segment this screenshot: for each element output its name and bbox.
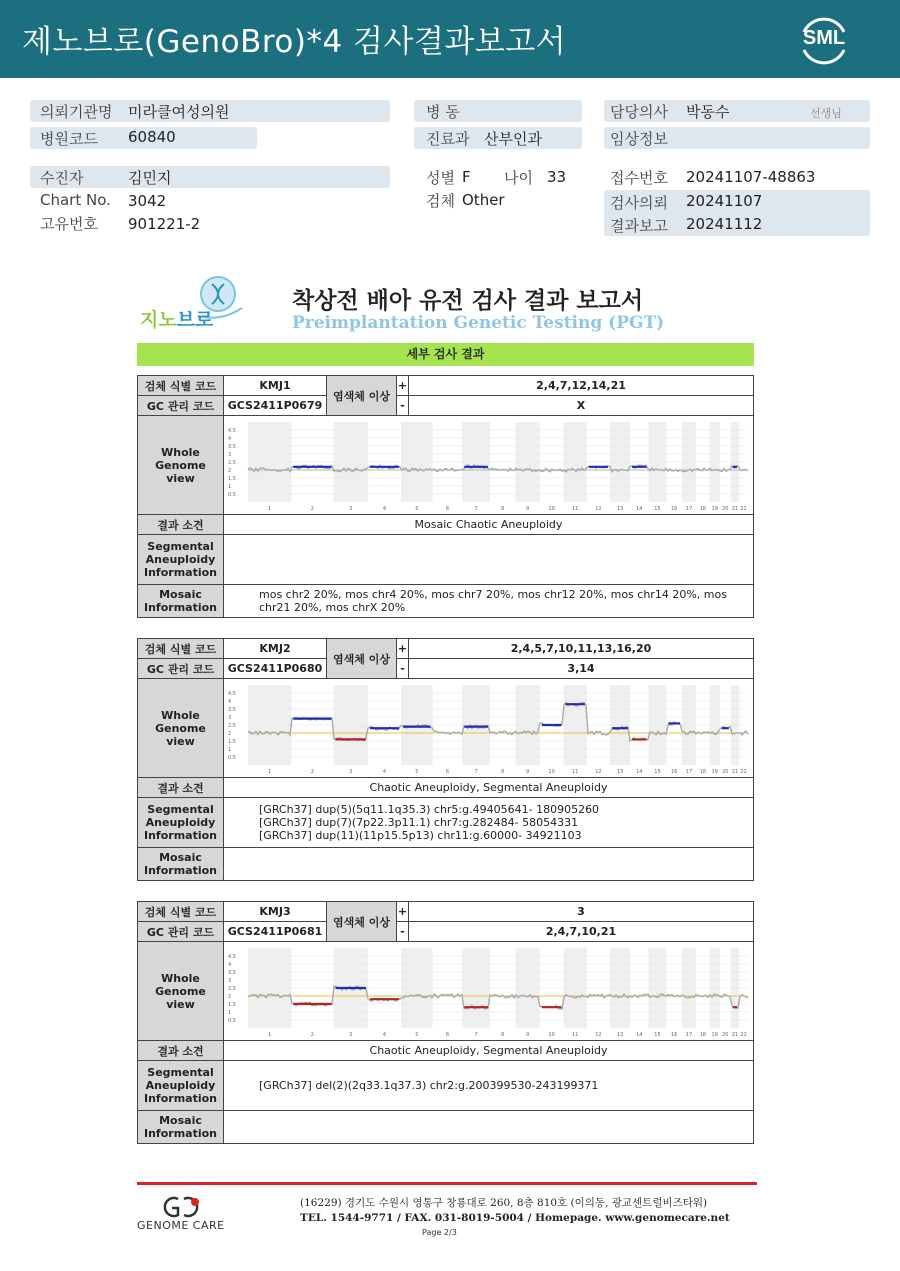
- gc-code-label: GC 관리 코드: [138, 396, 224, 416]
- x-tick-label: 14: [636, 505, 643, 512]
- whole-genome-label: Whole Genome view: [138, 942, 224, 1041]
- x-tick-label: 3: [349, 1031, 353, 1038]
- x-tick-label: 4: [382, 505, 387, 512]
- x-tick-label: 13: [616, 768, 624, 775]
- segmental-value: [224, 535, 754, 585]
- request-value: 20241107: [686, 192, 763, 210]
- loss-sign: -: [397, 396, 409, 416]
- x-tick-label: 2: [310, 1031, 314, 1038]
- chart-label: Chart No.: [40, 191, 111, 209]
- report-title: 착상전 배아 유전 검사 결과 보고서: [292, 288, 644, 314]
- sex-value: F: [462, 168, 471, 186]
- x-tick-label: 6: [445, 768, 450, 775]
- x-tick-label: 8: [501, 1031, 505, 1038]
- genobro-brand: 지노브로: [140, 309, 214, 331]
- segmental-value: [224, 1061, 754, 1111]
- y-tick-label: 4: [228, 698, 232, 705]
- y-tick-label: 1.5: [228, 738, 236, 745]
- patient-value: 김민지: [128, 169, 172, 187]
- sml-logo: SML: [796, 12, 852, 68]
- y-tick-label: 2.5: [228, 722, 236, 729]
- sample-code-value: KMJ3: [224, 902, 327, 922]
- mosaic-value: mos chr2 20%, mos chr4 20%, mos chr7 20%, mos chr12 20%, mos chr14 20%, mos chr21 20%, mos chrX 20%: [224, 585, 754, 618]
- y-tick-label: 4.5: [228, 953, 236, 960]
- x-tick-label: 8: [501, 768, 505, 775]
- x-tick-label: 15: [654, 505, 661, 512]
- segmental-label: Segmental Aneuploidy Information: [138, 535, 224, 585]
- id-label: 고유번호: [40, 215, 98, 233]
- report-subtitle: Preimplantation Genetic Testing (PGT): [292, 313, 665, 333]
- x-tick-label: 20: [722, 1031, 729, 1038]
- dept-value: 산부인과: [484, 130, 542, 148]
- y-tick-label: 0.5: [228, 1017, 236, 1024]
- footer-address: (16229) 경기도 수원시 영통구 창룡대로 260, 8층 810호 (이의동, 광교센트럴비즈타워) TEL. 1544-9771 / FAX. 031-8019-5004 / Homepage. www.genomecare.net: [300, 1197, 730, 1224]
- x-tick-label: 2: [310, 505, 314, 512]
- y-tick-label: 4.5: [228, 690, 236, 697]
- y-tick-label: 1: [228, 483, 232, 490]
- mosaic-value: [224, 848, 754, 881]
- gc-code-label: GC 관리 코드: [138, 922, 224, 942]
- institution-label: 의뢰기관명: [40, 103, 113, 121]
- gain-sign: +: [397, 902, 409, 922]
- age-value: 33: [547, 168, 567, 186]
- sex-label: 성별: [426, 169, 455, 187]
- x-tick-label: 11: [571, 505, 579, 512]
- loss-sign: -: [397, 659, 409, 679]
- gain-sign: +: [397, 376, 409, 396]
- ward-label: 병 동: [426, 103, 460, 121]
- x-tick-label: 21: [731, 505, 739, 512]
- sample-block-2: [137, 638, 754, 881]
- x-tick-label: 7: [474, 505, 478, 512]
- x-tick-label: 9: [525, 1031, 530, 1038]
- y-tick-label: 2: [228, 467, 232, 474]
- page-title: 제노브로(GenoBro)*4 검사결과보고서: [22, 24, 567, 60]
- y-tick-label: 3: [228, 977, 232, 984]
- y-tick-label: 1.5: [228, 475, 236, 482]
- y-tick-label: 4: [228, 961, 232, 968]
- x-tick-label: 16: [670, 768, 678, 775]
- x-tick-label: 5: [415, 505, 419, 512]
- x-tick-label: 18: [699, 505, 707, 512]
- mosaic-value: [224, 1111, 754, 1144]
- section-header: 세부 검사 결과: [137, 343, 754, 366]
- x-tick-label: 15: [654, 768, 661, 775]
- sample-code-label: 검체 식별 코드: [138, 902, 224, 922]
- mosaic-label: Mosaic Information: [138, 848, 224, 881]
- x-tick-label: 14: [636, 1031, 643, 1038]
- x-tick-label: 6: [445, 1031, 450, 1038]
- id-value: 901221-2: [128, 215, 201, 233]
- signal-trace: [248, 702, 748, 741]
- sample-code-value: KMJ2: [224, 639, 327, 659]
- request-label: 검사의뢰: [610, 194, 668, 212]
- x-tick-label: 22: [740, 505, 747, 512]
- report-label: 결과보고: [610, 217, 668, 235]
- x-tick-label: 13: [616, 505, 624, 512]
- header-bar: [0, 0, 900, 78]
- receipt-label: 접수번호: [610, 169, 668, 187]
- hospital-code-label: 병원코드: [40, 130, 98, 148]
- sample-code-label: 검체 식별 코드: [138, 376, 224, 396]
- x-tick-label: 6: [445, 505, 450, 512]
- x-tick-label: 11: [571, 1031, 579, 1038]
- x-tick-label: 9: [525, 505, 530, 512]
- chrom-abn-label: 염색체 이상: [327, 376, 397, 416]
- x-tick-label: 16: [670, 505, 678, 512]
- y-tick-label: 2.5: [228, 459, 236, 466]
- x-tick-label: 19: [711, 505, 718, 512]
- dept-label: 진료과: [426, 130, 470, 148]
- x-tick-label: 21: [731, 768, 739, 775]
- y-tick-label: 1: [228, 746, 232, 753]
- x-tick-label: 10: [548, 1031, 555, 1038]
- x-tick-label: 18: [699, 768, 707, 775]
- page-number: Page 2/3: [422, 1228, 457, 1237]
- y-tick-label: 4.5: [228, 427, 236, 434]
- receipt-value: 20241107-48863: [686, 168, 816, 186]
- x-tick-label: 12: [595, 505, 602, 512]
- gc-code-value: GCS2411P0680: [224, 659, 327, 679]
- x-tick-label: 12: [595, 1031, 602, 1038]
- sample-block-1: [137, 375, 754, 618]
- sample-block-3: [137, 901, 754, 1144]
- x-tick-label: 22: [740, 1031, 747, 1038]
- x-tick-label: 4: [382, 1031, 387, 1038]
- segmental-value: [224, 798, 754, 848]
- segmental-line: [GRCh37] dup(11)(11p15.5p13) chr11:g.60000- 34921103: [259, 829, 582, 842]
- segmental-line: [GRCh37] dup(5)(5q11.1q35.3) chr5:g.49405641- 180905260: [259, 803, 600, 816]
- loss-value: 2,4,7,10,21: [409, 922, 754, 942]
- institution-value: 미라클여성의원: [128, 103, 230, 121]
- loss-sign: -: [397, 922, 409, 942]
- loss-value: X: [409, 396, 754, 416]
- segmental-label: Segmental Aneuploidy Information: [138, 1061, 224, 1111]
- doctor-suffix: 선생님: [810, 107, 842, 120]
- x-tick-label: 17: [685, 505, 693, 512]
- x-tick-label: 11: [571, 768, 579, 775]
- segmental-line: [GRCh37] del(2)(2q33.1q37.3) chr2:g.200399530-243199371: [259, 1079, 599, 1092]
- whole-genome-label: Whole Genome view: [138, 416, 224, 515]
- x-tick-label: 8: [501, 505, 505, 512]
- genome-care-name: GENOME CARE: [137, 1219, 225, 1232]
- x-tick-label: 7: [474, 1031, 478, 1038]
- y-tick-label: 3: [228, 451, 232, 458]
- clinical-label: 임상정보: [610, 130, 668, 148]
- patient-row-bg: [30, 166, 390, 188]
- y-tick-label: 3: [228, 714, 232, 721]
- x-tick-label: 20: [722, 768, 729, 775]
- doctor-value: 박동수: [686, 103, 730, 121]
- x-tick-label: 5: [415, 768, 419, 775]
- x-tick-label: 10: [548, 505, 555, 512]
- y-tick-label: 0.5: [228, 754, 236, 761]
- chrom-abn-label: 염색체 이상: [327, 639, 397, 679]
- finding-label: 결과 소견: [138, 778, 224, 798]
- x-tick-label: 1: [268, 1031, 272, 1038]
- x-tick-label: 9: [525, 768, 530, 775]
- finding-value: Mosaic Chaotic Aneuploidy: [224, 515, 754, 535]
- x-tick-label: 3: [349, 505, 353, 512]
- segmental-label: Segmental Aneuploidy Information: [138, 798, 224, 848]
- gain-value: 3: [409, 902, 754, 922]
- y-tick-label: 3.5: [228, 706, 236, 713]
- report-value: 20241112: [686, 215, 763, 233]
- x-tick-label: 14: [636, 768, 643, 775]
- y-tick-label: 4: [228, 435, 232, 442]
- y-tick-label: 1.5: [228, 1001, 236, 1008]
- hospital-code-value: 60840: [128, 128, 176, 146]
- finding-value: Chaotic Aneuploidy, Segmental Aneuploidy: [224, 778, 754, 798]
- x-tick-label: 19: [711, 1031, 718, 1038]
- finding-label: 결과 소견: [138, 1041, 224, 1061]
- finding-label: 결과 소견: [138, 515, 224, 535]
- whole-genome-chart: [224, 942, 754, 1041]
- whole-genome-chart: [224, 679, 754, 778]
- x-tick-label: 3: [349, 768, 353, 775]
- x-tick-label: 1: [268, 768, 272, 775]
- y-tick-label: 1: [228, 1009, 232, 1016]
- age-label: 나이: [504, 169, 533, 187]
- x-tick-label: 5: [415, 1031, 419, 1038]
- genome-care-logo: [160, 1194, 204, 1220]
- x-tick-label: 4: [382, 768, 387, 775]
- specimen-label: 검체: [426, 192, 455, 210]
- x-tick-label: 20: [722, 505, 729, 512]
- y-tick-label: 2.5: [228, 985, 236, 992]
- y-tick-label: 0.5: [228, 491, 236, 498]
- gc-code-value: GCS2411P0679: [224, 396, 327, 416]
- x-tick-label: 19: [711, 768, 718, 775]
- gain-value: 2,4,7,12,14,21: [409, 376, 754, 396]
- x-tick-label: 18: [699, 1031, 707, 1038]
- x-tick-label: 13: [616, 1031, 624, 1038]
- doctor-label: 담당의사: [610, 103, 668, 121]
- patient-label: 수진자: [40, 169, 84, 187]
- x-tick-label: 17: [685, 768, 693, 775]
- gc-code-label: GC 관리 코드: [138, 659, 224, 679]
- y-tick-label: 2: [228, 993, 232, 1000]
- sample-code-value: KMJ1: [224, 376, 327, 396]
- chart-value: 3042: [128, 192, 167, 210]
- x-tick-label: 7: [474, 768, 478, 775]
- chrom-abn-label: 염색체 이상: [327, 902, 397, 942]
- footer-divider: [137, 1182, 757, 1185]
- x-tick-label: 10: [548, 768, 555, 775]
- mosaic-label: Mosaic Information: [138, 1111, 224, 1144]
- mosaic-label: Mosaic Information: [138, 585, 224, 618]
- sample-code-label: 검체 식별 코드: [138, 639, 224, 659]
- whole-genome-label: Whole Genome view: [138, 679, 224, 778]
- x-tick-label: 22: [740, 768, 747, 775]
- y-tick-label: 3.5: [228, 969, 236, 976]
- whole-genome-chart: [224, 416, 754, 515]
- segmental-line: [GRCh37] dup(7)(7p22.3p11.1) chr7:g.282484- 58054331: [259, 816, 579, 829]
- x-tick-label: 17: [685, 1031, 693, 1038]
- x-tick-label: 1: [268, 505, 272, 512]
- x-tick-label: 15: [654, 1031, 661, 1038]
- finding-value: Chaotic Aneuploidy, Segmental Aneuploidy: [224, 1041, 754, 1061]
- gain-value: 2,4,5,7,10,11,13,16,20: [409, 639, 754, 659]
- y-tick-label: 2: [228, 730, 232, 737]
- specimen-value: Other: [462, 191, 505, 209]
- signal-trace: [248, 986, 748, 1009]
- y-tick-label: 3.5: [228, 443, 236, 450]
- gc-code-value: GCS2411P0681: [224, 922, 327, 942]
- x-tick-label: 12: [595, 768, 602, 775]
- gain-sign: +: [397, 639, 409, 659]
- x-tick-label: 16: [670, 1031, 678, 1038]
- x-tick-label: 2: [310, 768, 314, 775]
- loss-value: 3,14: [409, 659, 754, 679]
- x-tick-label: 21: [731, 1031, 739, 1038]
